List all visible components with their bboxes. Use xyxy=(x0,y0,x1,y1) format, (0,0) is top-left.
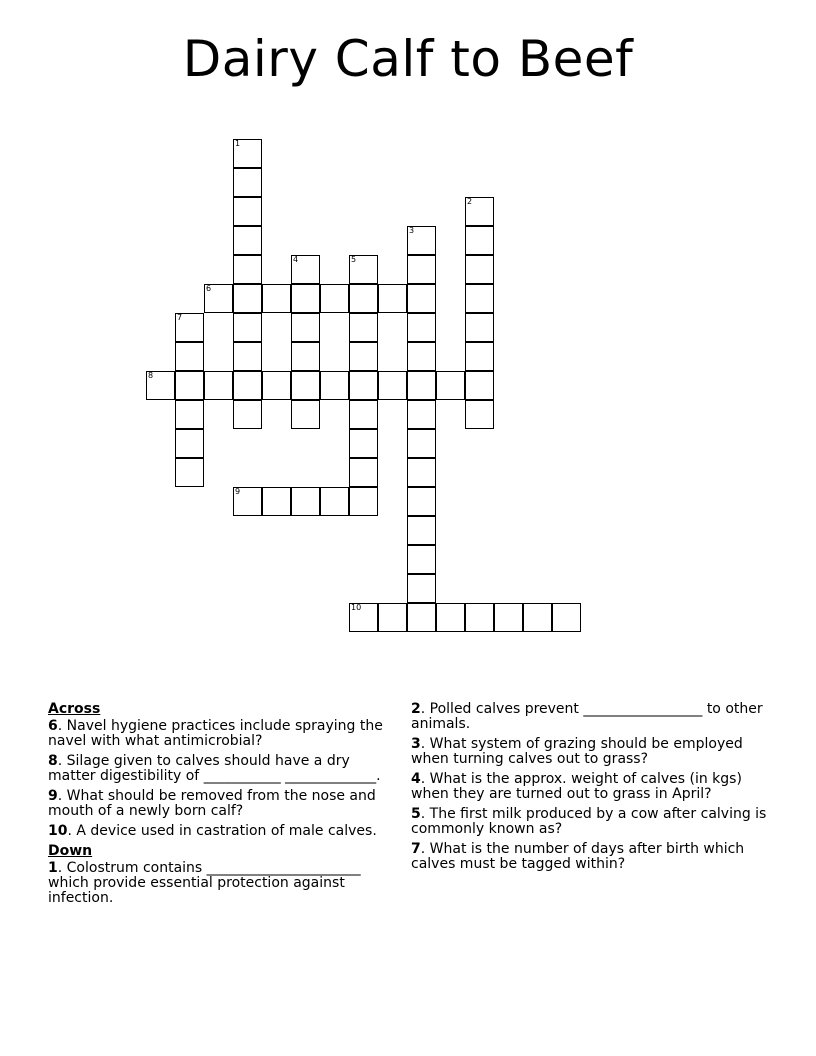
grid-cell[interactable] xyxy=(407,226,436,255)
clue-item xyxy=(411,702,776,732)
grid-cell[interactable] xyxy=(262,284,291,313)
grid-cell[interactable] xyxy=(349,284,378,313)
clue-separator: . xyxy=(420,806,430,822)
clue-number-label: 6 xyxy=(206,284,212,293)
clue-item xyxy=(48,824,398,839)
grid-cell[interactable] xyxy=(378,284,407,313)
grid-cell[interactable] xyxy=(291,313,320,342)
grid-cell[interactable] xyxy=(175,458,204,487)
grid-cell[interactable] xyxy=(175,371,204,400)
clue-separator: . xyxy=(420,841,430,857)
clue-number: 8 xyxy=(48,753,58,769)
grid-cell[interactable] xyxy=(436,371,465,400)
clue-number-label: 3 xyxy=(409,226,415,235)
clue-text: What is the approx. weight of calves (in kgs) when they are turned out to grass in April? xyxy=(411,771,742,802)
grid-cell[interactable] xyxy=(407,429,436,458)
grid-cell[interactable] xyxy=(465,313,494,342)
grid-cell[interactable] xyxy=(465,603,494,632)
grid-cell[interactable] xyxy=(349,458,378,487)
clue-text: What should be removed from the nose and mouth of a newly born calf? xyxy=(48,788,376,819)
grid-cell[interactable] xyxy=(349,603,378,632)
grid-cell[interactable] xyxy=(291,371,320,400)
puzzle-title: Dairy Calf to Beef xyxy=(182,30,634,88)
grid-cell[interactable] xyxy=(204,371,233,400)
clue-number: 1 xyxy=(48,860,58,876)
grid-cell[interactable] xyxy=(407,313,436,342)
grid-cell[interactable] xyxy=(175,313,204,342)
grid-cell[interactable] xyxy=(291,255,320,284)
clue-item xyxy=(48,861,398,906)
grid-cell[interactable] xyxy=(407,516,436,545)
clue-separator: . xyxy=(57,788,67,804)
grid-cell[interactable] xyxy=(233,487,262,516)
grid-cell[interactable] xyxy=(204,284,233,313)
clue-text: A device used in castration of male calves. xyxy=(76,823,377,839)
grid-cell[interactable] xyxy=(465,226,494,255)
clue-item xyxy=(411,737,776,767)
clue-item xyxy=(48,789,398,819)
clue-separator: . xyxy=(57,718,67,734)
clue-number: 5 xyxy=(411,806,421,822)
grid-cell[interactable] xyxy=(407,603,436,632)
clue-number-label: 2 xyxy=(467,197,473,206)
grid-cell[interactable] xyxy=(175,400,204,429)
clue-number-label: 9 xyxy=(235,487,241,496)
clues-left-column xyxy=(48,702,398,911)
clue-separator: . xyxy=(67,823,77,839)
grid-cell[interactable] xyxy=(146,371,175,400)
grid-cell[interactable] xyxy=(233,400,262,429)
clue-item xyxy=(48,719,398,749)
down-clue-list xyxy=(48,861,398,906)
clue-separator: . xyxy=(420,771,430,787)
grid-cell[interactable] xyxy=(291,342,320,371)
clue-number-label: 10 xyxy=(351,603,362,612)
grid-cell[interactable] xyxy=(233,139,262,168)
down-heading: Down xyxy=(48,843,93,859)
grid-cell[interactable] xyxy=(233,371,262,400)
clue-item xyxy=(411,842,776,872)
grid-cell[interactable] xyxy=(378,371,407,400)
grid-cell[interactable] xyxy=(175,342,204,371)
grid-cell[interactable] xyxy=(523,603,552,632)
clue-number: 4 xyxy=(411,771,421,787)
grid-cell[interactable] xyxy=(349,429,378,458)
grid-cell[interactable] xyxy=(465,371,494,400)
clue-number-label: 4 xyxy=(293,255,299,264)
grid-cell[interactable] xyxy=(349,255,378,284)
grid-cell[interactable] xyxy=(349,400,378,429)
grid-cell[interactable] xyxy=(233,284,262,313)
grid-cell[interactable] xyxy=(465,342,494,371)
clue-text: What is the number of days after birth which calves must be tagged within? xyxy=(411,841,745,872)
down-clue-list-continued xyxy=(411,702,776,872)
grid-cell[interactable] xyxy=(320,284,349,313)
clue-number: 6 xyxy=(48,718,58,734)
grid-cell[interactable] xyxy=(407,284,436,313)
clue-text: What system of grazing should be employed when turning calves out to grass? xyxy=(411,736,743,767)
clue-separator: . xyxy=(420,701,430,717)
clue-number: 9 xyxy=(48,788,58,804)
grid-cell[interactable] xyxy=(291,487,320,516)
grid-cell[interactable] xyxy=(320,487,349,516)
grid-cell[interactable] xyxy=(407,545,436,574)
grid-cell[interactable] xyxy=(436,603,465,632)
grid-cell[interactable] xyxy=(291,284,320,313)
grid-cell[interactable] xyxy=(407,371,436,400)
grid-cell[interactable] xyxy=(233,255,262,284)
clue-number-label: 5 xyxy=(351,255,357,264)
grid-cell[interactable] xyxy=(465,284,494,313)
grid-cell[interactable] xyxy=(175,429,204,458)
grid-cell[interactable] xyxy=(233,168,262,197)
clues-right-column xyxy=(411,702,776,877)
clue-item xyxy=(48,754,398,784)
grid-cell[interactable] xyxy=(233,226,262,255)
grid-cell[interactable] xyxy=(465,197,494,226)
clue-separator: . xyxy=(57,860,67,876)
grid-cell[interactable] xyxy=(407,342,436,371)
clue-separator: . xyxy=(57,753,67,769)
clue-number: 7 xyxy=(411,841,421,857)
grid-cell[interactable] xyxy=(349,371,378,400)
grid-cell[interactable] xyxy=(320,371,349,400)
grid-cell[interactable] xyxy=(407,400,436,429)
clue-text: Navel hygiene practices include spraying the navel with what antimicrobial? xyxy=(48,718,383,749)
clue-number-label: 8 xyxy=(148,371,154,380)
clue-item xyxy=(411,772,776,802)
clue-number: 10 xyxy=(48,823,68,839)
grid-cell[interactable] xyxy=(233,197,262,226)
across-heading: Across xyxy=(48,701,101,717)
grid-cell[interactable] xyxy=(552,603,581,632)
across-clue-list xyxy=(48,719,398,839)
clue-number-label: 1 xyxy=(235,139,241,148)
grid-cell[interactable] xyxy=(407,458,436,487)
grid-cell[interactable] xyxy=(465,255,494,284)
grid-cell[interactable] xyxy=(233,313,262,342)
clue-number-label: 7 xyxy=(177,313,183,322)
grid-cell[interactable] xyxy=(465,400,494,429)
clue-text: The first milk produced by a cow after calving is commonly known as? xyxy=(411,806,767,837)
clue-number: 2 xyxy=(411,701,421,717)
clue-text: Colostrum contains ______________________ which provide essential protection against infection. xyxy=(48,860,361,906)
grid-cell[interactable] xyxy=(233,342,262,371)
clue-item xyxy=(411,807,776,837)
grid-cell[interactable] xyxy=(407,574,436,603)
grid-cell[interactable] xyxy=(349,313,378,342)
grid-cell[interactable] xyxy=(494,603,523,632)
clue-text: Polled calves prevent _________________ to other animals. xyxy=(411,701,763,732)
clue-number: 3 xyxy=(411,736,421,752)
grid-cell[interactable] xyxy=(291,400,320,429)
grid-cell[interactable] xyxy=(262,487,291,516)
grid-cell[interactable] xyxy=(349,342,378,371)
grid-cell[interactable] xyxy=(407,255,436,284)
clue-separator: . xyxy=(420,736,430,752)
grid-cell[interactable] xyxy=(262,371,291,400)
grid-cell[interactable] xyxy=(349,487,378,516)
grid-cell[interactable] xyxy=(378,603,407,632)
grid-cell[interactable] xyxy=(407,487,436,516)
clue-text: Silage given to calves should have a dry matter digestibility of ___________ _____________. xyxy=(48,753,381,784)
